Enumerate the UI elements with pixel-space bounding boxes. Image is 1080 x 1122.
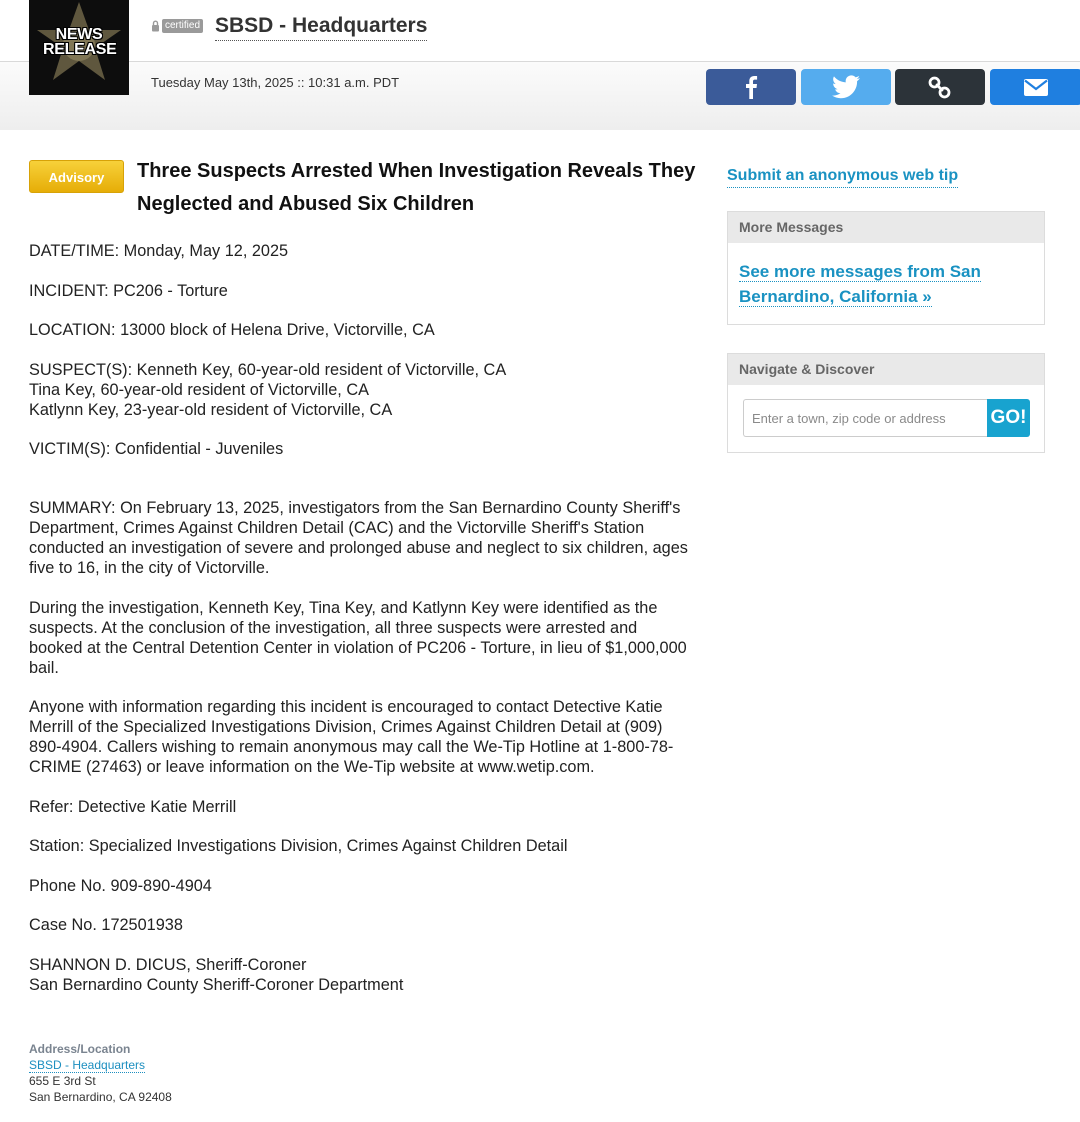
more-messages-link[interactable] — [739, 259, 1009, 309]
incident-line: INCIDENT: PC206 - Torture — [29, 281, 228, 300]
lock-icon — [151, 20, 160, 32]
twitter-icon — [832, 75, 860, 99]
signature-block — [29, 955, 689, 995]
suspects-block — [29, 360, 689, 420]
address-name-link[interactable]: SBSD - Headquarters — [29, 1058, 146, 1072]
share-twitter-button[interactable] — [801, 69, 891, 105]
article-title: Three Suspects Arrested When Investigation Reveals They Neglected and Abused Six Children — [137, 160, 696, 215]
certified-badge — [151, 18, 203, 34]
case-line: Case No. 172501938 — [29, 916, 183, 934]
address-block — [29, 1041, 172, 1105]
summary-paragraph: SUMMARY: On February 13, 2025, investigators from the San Bernardino County Sheriff's Department, Crimes Against Children Detail (CAC) and the Victorville Sheriff's Station conducted an investigation of severe and prolonged abuse and neglect to six children, ages five to 16, in the city of Victorville. — [29, 499, 688, 577]
news-release-logo[interactable] — [29, 0, 129, 95]
navigate-heading: Navigate & Discover — [728, 354, 1044, 385]
share-email-button[interactable] — [990, 69, 1080, 105]
suspect-line: Katlynn Key, 23-year-old resident of Victorville, CA — [29, 400, 393, 419]
contact-paragraph: Anyone with information regarding this incident is encouraged to contact Detective Katie Merrill of the Specialized Investigations Division, Crimes Against Children Detail at (909) 890-4904. Callers wishing to remain anonymous may call the We-Tip Hotline at 1-800-78-CRIME (27463) or leave information on the We-Tip website at www.wetip.com. — [29, 698, 674, 776]
facebook-icon — [744, 75, 758, 99]
address-city: San Bernardino, CA 92408 — [29, 1090, 172, 1104]
signature-department: San Bernardino County Sheriff-Coroner Department — [29, 975, 404, 994]
agency-name-link[interactable]: SBSD - Headquarters — [215, 12, 427, 41]
location-search-input[interactable] — [743, 399, 987, 437]
email-icon — [1024, 79, 1048, 96]
share-facebook-button[interactable] — [706, 69, 796, 105]
more-messages-panel — [727, 211, 1045, 325]
release-datetime: Tuesday May 13th, 2025 :: 10:31 a.m. PDT — [151, 75, 400, 90]
certified-label: certified — [162, 19, 203, 33]
advisory-badge: Advisory — [29, 160, 124, 193]
location-line: LOCATION: 13000 block of Helena Drive, Victorville, CA — [29, 321, 435, 339]
anonymous-tip-link[interactable]: Submit an anonymous web tip — [727, 165, 958, 188]
navigate-panel — [727, 353, 1045, 453]
address-street: 655 E 3rd St — [29, 1074, 96, 1088]
page-header — [0, 0, 1080, 130]
link-icon — [927, 74, 953, 100]
datetime-line: DATE/TIME: Monday, May 12, 2025 — [29, 242, 289, 260]
refer-line: Refer: Detective Katie Merrill — [29, 797, 237, 816]
investigation-paragraph: During the investigation, Kenneth Key, Tina Key, and Katlynn Key were identified as the suspects. At the conclusion of the investigation, all three suspects were arrested and booked at the Central Detention Center in violation of PC206 - Torture, in lieu of $1,000,000 bail. — [29, 598, 687, 677]
article-body — [29, 241, 689, 1014]
more-messages-link-text: See more messages from San Bernardino, California » — [739, 262, 981, 306]
signature-name: SHANNON D. DICUS, Sheriff-Coroner — [29, 955, 307, 974]
address-heading: Address/Location — [29, 1042, 131, 1056]
station-line: Station: Specialized Investigations Division, Crimes Against Children Detail — [29, 837, 568, 855]
suspect-line: Tina Key, 60-year-old resident of Victorville, CA — [29, 380, 369, 399]
go-button[interactable]: GO! — [987, 399, 1030, 437]
share-link-button[interactable] — [895, 69, 985, 105]
more-messages-heading: More Messages — [728, 212, 1044, 243]
header-divider — [0, 61, 1080, 62]
suspect-line: SUSPECT(S): Kenneth Key, 60-year-old resident of Victorville, CA — [29, 360, 507, 379]
logo-text: NEWS RELEASE — [43, 26, 117, 58]
victims-line: VICTIM(S): Confidential - Juveniles — [29, 440, 284, 458]
phone-line: Phone No. 909-890-4904 — [29, 876, 212, 895]
